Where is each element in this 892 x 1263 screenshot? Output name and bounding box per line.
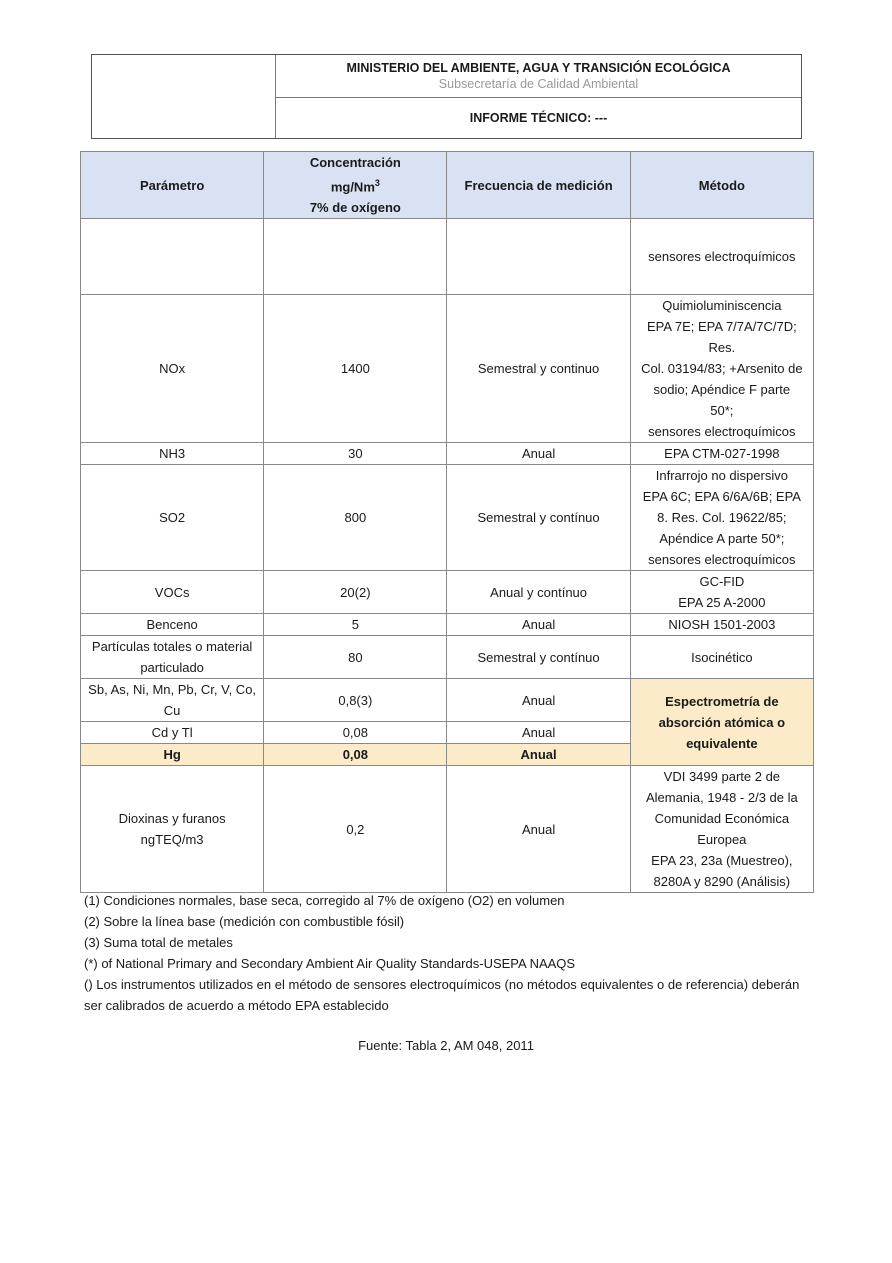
header-concentracion	[264, 152, 447, 219]
cell-concentracion: 0,08	[264, 722, 447, 744]
ministry-block	[276, 55, 801, 98]
cell-parametro: NH3	[81, 443, 264, 465]
table-row	[81, 443, 814, 465]
cell-parametro: Hg	[81, 744, 264, 766]
cell-concentracion: 80	[264, 636, 447, 679]
cell-parametro	[81, 219, 264, 295]
footnote: (3) Suma total de metales	[84, 935, 233, 950]
cell-parametro: Benceno	[81, 614, 264, 636]
cell-metodo	[630, 219, 813, 295]
metodo-line: Apéndice A parte 50*;	[659, 531, 785, 547]
table-row	[81, 295, 814, 443]
table-header-row	[81, 152, 814, 219]
metodo-line: 8280A y 8290 (Análisis)	[653, 874, 791, 890]
subsecretaria-name: Subsecretaría de Calidad Ambiental	[438, 77, 639, 91]
informe-tecnico: INFORME TÉCNICO: ---	[469, 111, 608, 125]
cell-concentracion: 1400	[264, 295, 447, 443]
footnote: (2) Sobre la línea base (medición con combustible fósil)	[84, 914, 405, 929]
metodo-line: 50*;	[710, 403, 734, 419]
metodo-line: Col. 03194/83; +Arsenito de	[641, 361, 803, 377]
cell-concentracion	[264, 219, 447, 295]
cell-parametro: Partículas totales o material particulado	[81, 636, 264, 679]
unit-superscript: 3	[374, 178, 380, 188]
cell-frecuencia: Anual	[447, 443, 630, 465]
parametro-text: Dioxinas y furanos ngTEQ/m3	[118, 811, 226, 848]
metodo-line: sensores electroquímicos	[648, 249, 796, 265]
cell-concentracion: 30	[264, 443, 447, 465]
metodo-line: Quimioluminiscencia	[662, 298, 782, 314]
metodo-line: sodio; Apéndice F parte	[653, 382, 791, 398]
cell-metodo: NIOSH 1501-2003	[630, 614, 813, 636]
cell-parametro: VOCs	[81, 571, 264, 614]
cell-metodo	[630, 571, 813, 614]
cell-metodo	[630, 295, 813, 443]
document-header	[91, 54, 802, 139]
header-concentracion-line2	[267, 173, 443, 197]
cell-parametro: SO2	[81, 465, 264, 571]
metodo-line: EPA 7E; EPA 7/7A/7C/7D;	[646, 319, 797, 335]
metodo-line: 8. Res. Col. 19622/85;	[657, 510, 787, 526]
metodo-line: EPA 23, 23a (Muestreo),	[651, 853, 793, 869]
metodo-line: EPA 6C; EPA 6/6A/6B; EPA	[642, 489, 801, 505]
cell-frecuencia: Semestral y continuo	[447, 295, 630, 443]
cell-frecuencia: Anual y contínuo	[447, 571, 630, 614]
metodo-line: sensores electroquímicos	[648, 424, 796, 440]
cell-concentracion: 800	[264, 465, 447, 571]
cell-concentracion: 0,2	[264, 766, 447, 893]
table-row	[81, 571, 814, 614]
table-row	[81, 636, 814, 679]
source-citation: Fuente: Tabla 2, AM 048, 2011	[358, 1038, 534, 1053]
metodo-line: sensores electroquímicos	[648, 552, 796, 568]
logo-placeholder	[92, 55, 276, 138]
cell-metodo	[630, 766, 813, 893]
metodo-line: VDI 3499 parte 2 de	[663, 769, 781, 785]
cell-concentracion: 20(2)	[264, 571, 447, 614]
table-row	[81, 766, 814, 893]
cell-concentracion: 0,08	[264, 744, 447, 766]
header-frecuencia: Frecuencia de medición	[447, 152, 630, 219]
metodo-line: Res.	[708, 340, 736, 356]
cell-metodo: Isocinético	[630, 636, 813, 679]
cell-frecuencia	[447, 219, 630, 295]
metodo-line: Alemania, 1948 - 2/3 de la	[645, 790, 798, 806]
cell-frecuencia: Anual	[447, 614, 630, 636]
cell-metodo-metales: Espectrometría de absorción atómica o equivalente	[630, 679, 813, 766]
table-row	[81, 614, 814, 636]
emissions-table	[80, 151, 814, 893]
metodo-line: Infrarrojo no dispersivo	[655, 468, 788, 484]
table-row	[81, 219, 814, 295]
cell-parametro: Cd y Tl	[81, 722, 264, 744]
cell-frecuencia: Semestral y contínuo	[447, 636, 630, 679]
cell-frecuencia: Anual	[447, 722, 630, 744]
header-parametro: Parámetro	[81, 152, 264, 219]
unit-text: mg/Nm	[330, 179, 375, 195]
metodo-line: EPA 25 A-2000	[678, 595, 766, 611]
footnote: (*) of National Primary and Secondary Ambient Air Quality Standards-USEPA NAAQS	[84, 956, 576, 971]
ministry-name: MINISTERIO DEL AMBIENTE, AGUA Y TRANSICIÓN ECOLÓGICA	[346, 61, 731, 75]
cell-concentracion: 5	[264, 614, 447, 636]
metodo-line: GC-FID	[699, 574, 745, 590]
cell-frecuencia: Anual	[447, 679, 630, 722]
header-concentracion-line3: 7% de oxígeno	[309, 200, 401, 216]
cell-parametro: Sb, As, Ni, Mn, Pb, Cr, V, Co, Cu	[81, 679, 264, 722]
metodo-line: Europea	[697, 832, 747, 848]
footnotes	[84, 890, 824, 1016]
footnote: () Los instrumentos utilizados en el método de sensores electroquímicos (no métodos equivalentes o de referencia) deberán ser calibrados de acuerdo a método EPA establecido	[84, 977, 800, 1013]
cell-metodo: EPA CTM-027-1998	[630, 443, 813, 465]
table-row	[81, 465, 814, 571]
footnote: (1) Condiciones normales, base seca, corregido al 7% de oxígeno (O2) en volumen	[84, 893, 565, 908]
table-row	[81, 679, 814, 722]
cell-frecuencia: Anual	[447, 744, 630, 766]
cell-metodo	[630, 465, 813, 571]
cell-frecuencia: Semestral y contínuo	[447, 465, 630, 571]
header-concentracion-line1: Concentración	[309, 155, 401, 170]
cell-parametro: NOx	[81, 295, 264, 443]
cell-parametro	[81, 766, 264, 893]
cell-concentracion: 0,8(3)	[264, 679, 447, 722]
cell-frecuencia: Anual	[447, 766, 630, 893]
metodo-line: Comunidad Económica	[654, 811, 790, 827]
header-metodo: Método	[630, 152, 813, 219]
